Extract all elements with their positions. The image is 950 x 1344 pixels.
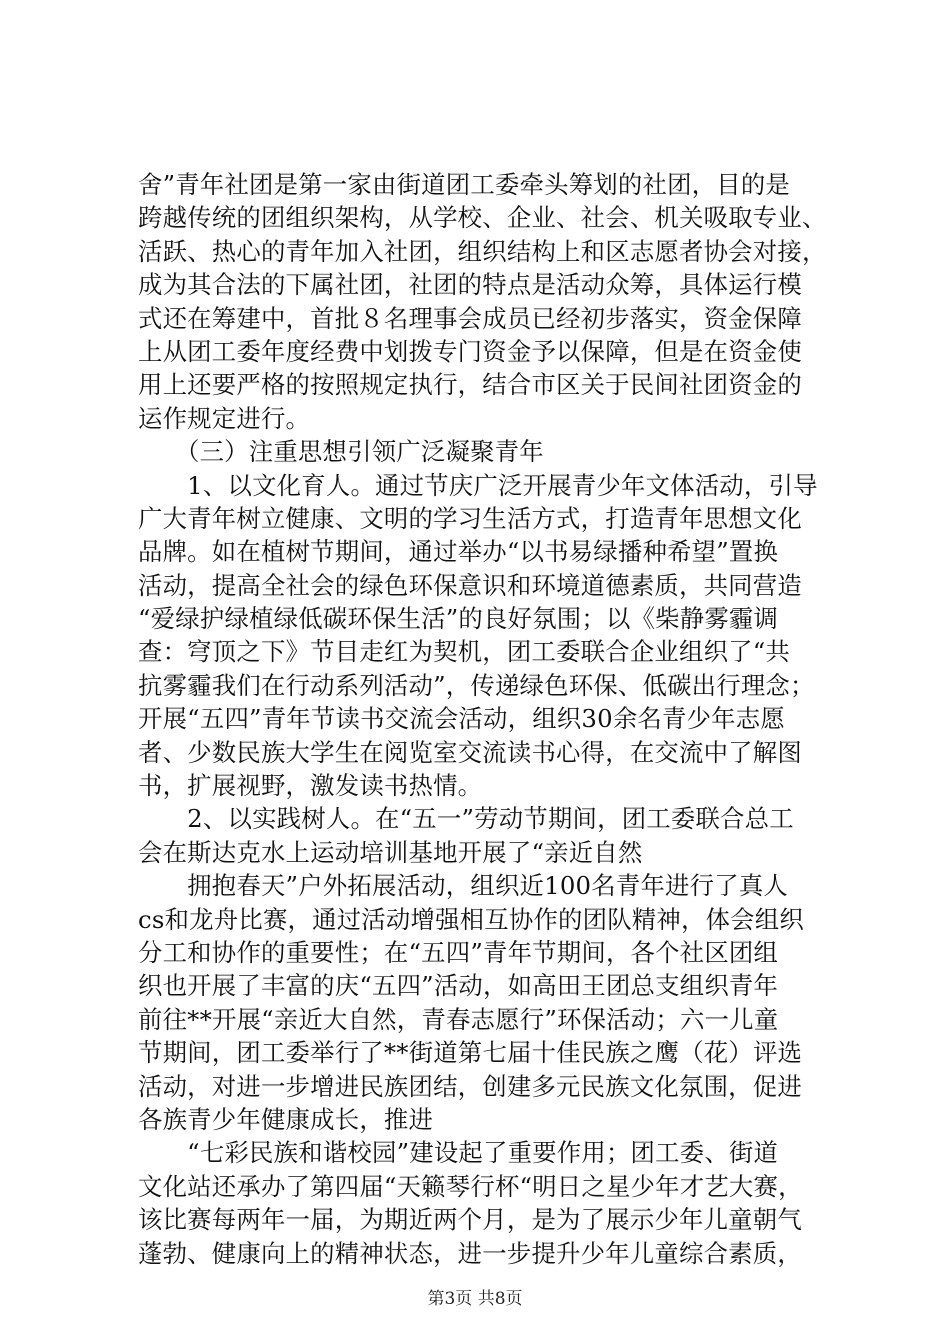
text-line: 跨越传统的团组织架构，从学校、企业、社会、机关吸取专业、 <box>138 203 827 233</box>
page-number-footer: 第3页 共8页 <box>427 1289 523 1309</box>
text-line: 活动，对进一步增进民族团结，创建多元民族文化氛围，促进 <box>138 1071 802 1101</box>
text-line: 书，扩展视野，激发读书热情。 <box>138 771 483 801</box>
text-line: 分工和协作的重要性；在“五四”青年节期间，各个社区团组 <box>138 937 779 967</box>
text-line: 织也开展了丰富的庆“五四”活动，如高田王团总支组织青年 <box>138 971 779 1001</box>
text-line: 文化站还承办了第四届“天籁琴行杯“明日之星少年才艺大赛， <box>138 1171 803 1201</box>
text-line: cs和龙舟比赛，通过活动增强相互协作的团队精神，体会组织 <box>138 904 804 934</box>
text-line: 品牌。如在植树节期间，通过举办“以书易绿播种希望”置换 <box>138 537 779 567</box>
text-line: 蓬勃、健康向上的精神状态，进一步提升少年儿童综合素质， <box>138 1238 802 1268</box>
section-heading: （三）注重思想引领广泛凝聚青年 <box>138 437 544 467</box>
text-line: 该比赛每两年一届，为期近两个月，是为了展示少年儿童朝气 <box>138 1205 802 1235</box>
text-line: 用上还要严格的按照规定执行，结合市区关于民间社团资金的 <box>138 370 802 400</box>
text-line: 拥抱春天”户外拓展活动，组织近100名青年进行了真人 <box>138 871 789 901</box>
text-line: 式还在筹建中，首批８名理事会成员已经初步落实，资金保障 <box>138 303 802 333</box>
text-line: 查：穹顶之下》节目走红为契机，团工委联合企业组织了“共 <box>138 637 791 667</box>
text-line: 活动，提高全社会的绿色环保意识和环境道德素质，共同营造 <box>138 570 802 600</box>
text-line: 会在斯达克水上运动培训基地开展了“亲近自然 <box>138 837 643 867</box>
text-line: 广大青年树立健康、文明的学习生活方式，打造青年思想文化 <box>138 503 802 533</box>
text-line: 2、以实践树人。在“五一”劳动节期间，团工委联合总工 <box>138 804 794 834</box>
text-line: 舍”青年社团是第一家由街道团工委牵头筹划的社团，目的是 <box>138 170 791 199</box>
text-line: 运作规定进行。 <box>138 403 311 433</box>
text-line: 上从团工委年度经费中划拨专门资金予以保障，但是在资金使 <box>138 336 802 366</box>
text-line: 开展“五四”青年节读书交流会活动，组织30余名青少年志愿 <box>138 704 785 734</box>
text-line: 成为其合法的下属社团，社团的特点是活动众筹，具体运行模 <box>138 270 802 300</box>
body-text <box>138 168 838 1270</box>
text-line: 者、少数民族大学生在阅览室交流读书心得，在交流中了解图 <box>138 737 802 767</box>
text-line: “七彩民族和谐校园”建设起了重要作用；团工委、街道 <box>138 1138 779 1168</box>
text-line: 各族青少年健康成长，推进 <box>138 1104 434 1134</box>
text-line: “爱绿护绿植绿低碳环保生活”的良好氛围；以《柴静雾霾调 <box>138 604 779 634</box>
text-line: 抗雾霾我们在行动系列活动”，传递绿色环保、低碳出行理念； <box>138 670 815 700</box>
text-line: 1、以文化育人。通过节庆广泛开展青少年文体活动，引导 <box>138 470 818 500</box>
text-line: 前往**开展“亲近大自然，青春志愿行”环保活动；六一儿童 <box>138 1004 779 1034</box>
text-line: 活跃、热心的青年加入社团，组织结构上和区志愿者协会对接， <box>138 236 827 266</box>
text-line: 节期间，团工委举行了**街道第七届十佳民族之鹰（花）评选 <box>138 1038 803 1068</box>
